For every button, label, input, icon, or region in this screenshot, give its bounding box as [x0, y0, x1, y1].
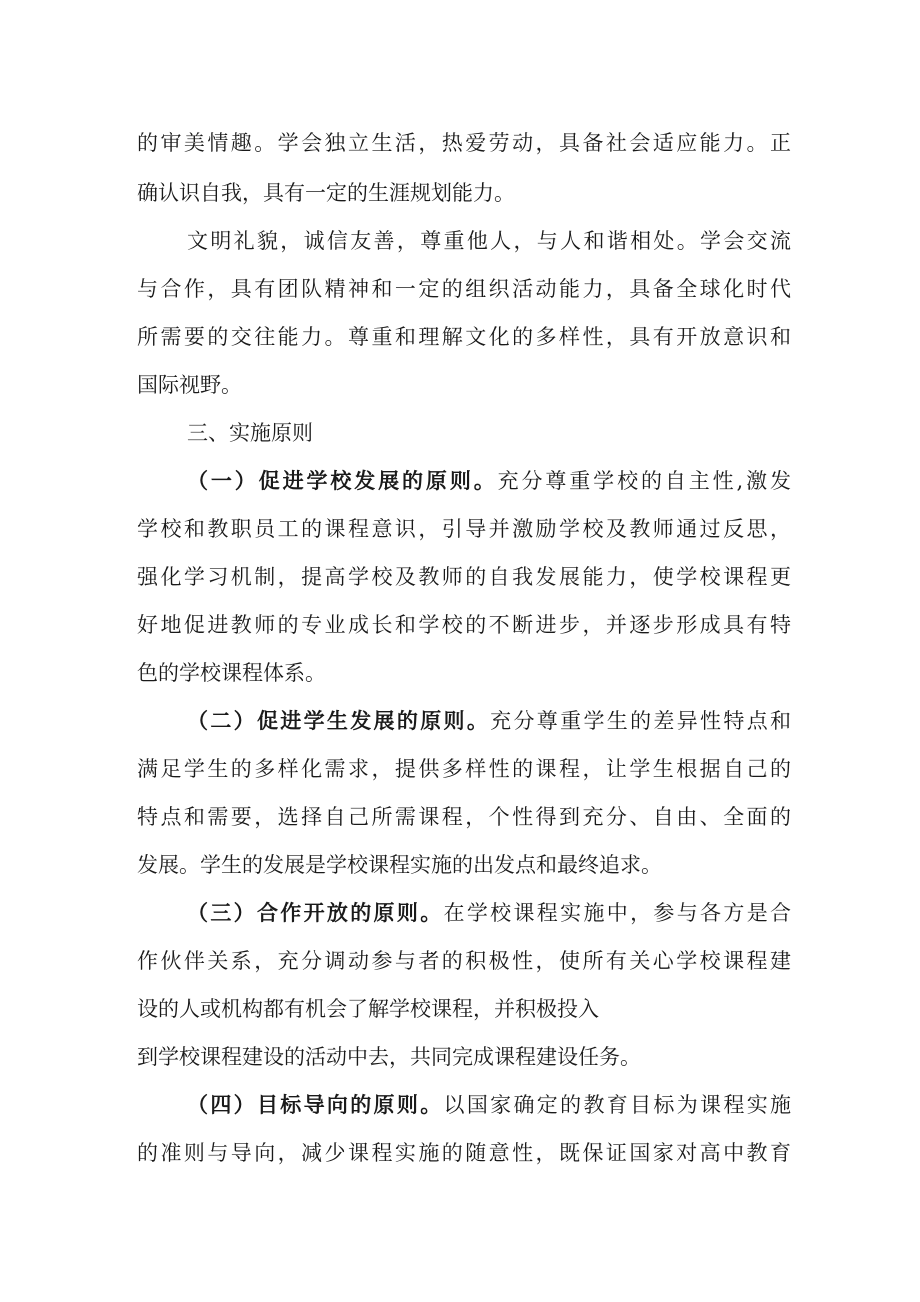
principle-first-line: [187, 1090, 791, 1120]
text-line: 的审美情趣。学会独立生活，热爱劳动，具备社会适应能力。正: [137, 131, 791, 155]
principle-first-line: [187, 706, 791, 736]
principle-title: （三）合作开放的原则。: [187, 901, 444, 925]
text-line: 强化学习机制，提高学校及教师的自我发展能力，使学校课程更: [137, 565, 791, 589]
text-line: 的准则与导向，减少课程实施的随意性，既保证国家对高中教育: [137, 1141, 791, 1165]
text-line: 发展。学生的发展是学校课程实施的出发点和最终追求。: [137, 853, 662, 877]
principle-first-line: [187, 898, 791, 928]
text-line: 确认识自我，具有一定的生涯规划能力。: [137, 181, 515, 205]
text-line: 所需要的交往能力。尊重和理解文化的多样性，具有开放意识和: [137, 325, 791, 349]
text-line: 色的学校课程体系。: [137, 661, 326, 685]
text-line: 学校和教职员工的课程意识，引导并激励学校及教师通过反思，: [137, 517, 791, 541]
text-line: 特点和需要，选择自己所需课程，个性得到充分、自由、全面的: [137, 805, 791, 829]
text-line: 满足学生的多样化需求，提供多样性的课程，让学生根据自己的: [137, 757, 791, 781]
text-line: 设的人或机构都有机会了解学校课程，并积极投入: [137, 997, 599, 1021]
principle-title: （一）促进学校发展的原则。: [187, 469, 498, 493]
principle-text: 充分尊重学校的自主性,激发: [497, 469, 791, 493]
text-line: 到学校课程建设的活动中去，共同完成课程建设任务。: [137, 1045, 641, 1069]
text-line: 文明礼貌，诚信友善，尊重他人，与人和谐相处。学会交流: [187, 229, 791, 253]
principle-text: 充分尊重学生的差异性特点和: [490, 709, 792, 733]
text-line: 好地促进教师的专业成长和学校的不断进步，并逐步形成具有特: [137, 613, 791, 637]
principle-first-line: [187, 466, 791, 496]
principle-text: 以国家确定的教育目标为课程实施: [443, 1093, 792, 1117]
text-line: 与合作，具有团队精神和一定的组织活动能力，具备全球化时代: [137, 277, 791, 301]
principle-title: （四）目标导向的原则。: [187, 1093, 444, 1117]
principle-title: （二）促进学生发展的原则。: [187, 709, 491, 733]
principle-text: 在学校课程实施中，参与各方是合: [443, 901, 792, 925]
text-line: 国际视野。: [137, 373, 242, 397]
text-line: 作伙伴关系，充分调动参与者的积极性，使所有关心学校课程建: [137, 949, 791, 973]
section-heading: 三、实施原则: [187, 421, 313, 445]
